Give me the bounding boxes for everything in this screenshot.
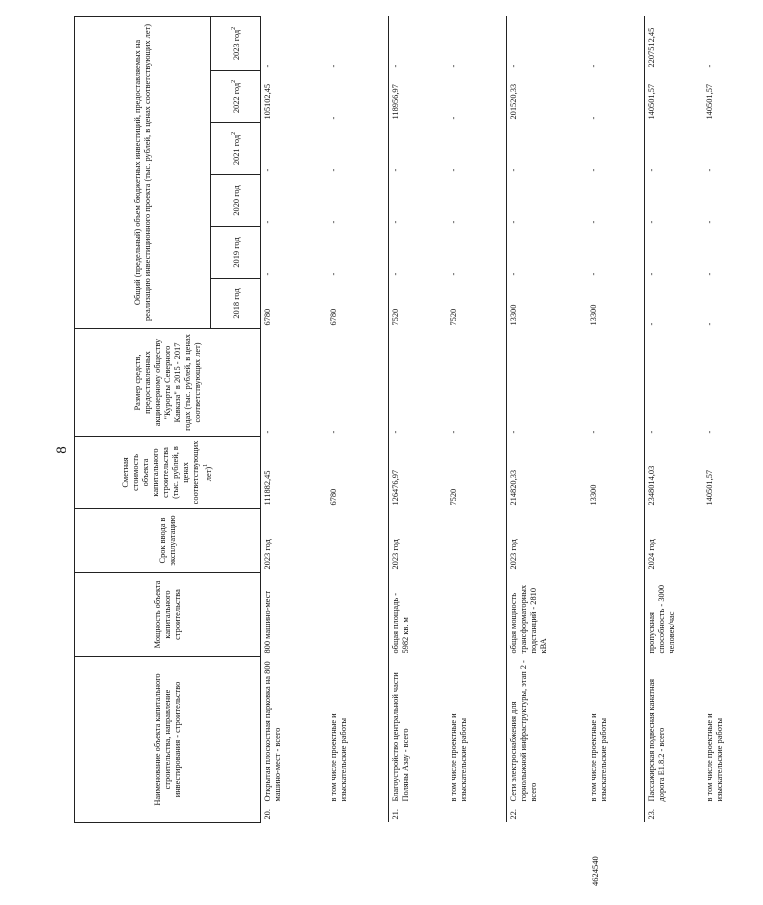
header-year bbox=[211, 16, 261, 70]
provided-funds: - bbox=[507, 329, 587, 437]
header-year-label: 2022 год bbox=[231, 82, 241, 114]
value-2020: - bbox=[448, 220, 458, 224]
table-row bbox=[447, 16, 507, 822]
provided-funds: - bbox=[448, 430, 458, 434]
provided-funds: - bbox=[645, 329, 703, 437]
commissioning-term: 2023 год bbox=[507, 509, 587, 573]
provided-funds: - bbox=[704, 430, 714, 434]
header-year bbox=[211, 123, 261, 175]
value-2023: - bbox=[507, 16, 587, 70]
value-2022: - bbox=[588, 116, 598, 120]
value-2022: - bbox=[448, 116, 458, 120]
value-2018: 7520 bbox=[389, 279, 447, 329]
value-2019: - bbox=[261, 227, 327, 279]
commissioning-term: 2023 год bbox=[261, 509, 327, 573]
value-2019: - bbox=[389, 227, 447, 279]
header-funds: Размер средств, предоставленных акционерному обществу "Курорты Северного Кавказа" в 2015 - 2017 годах (тыс. рублей, в ценах соответствующих лет) bbox=[75, 329, 261, 437]
row-number bbox=[587, 805, 645, 823]
commissioning-term bbox=[447, 509, 507, 573]
estimated-cost: 126476,97 bbox=[389, 437, 447, 509]
object-capacity bbox=[587, 573, 645, 657]
value-2020: - bbox=[588, 220, 598, 224]
value-2020: - bbox=[389, 175, 447, 227]
table-row bbox=[645, 16, 703, 822]
header-year-label: 2021 год bbox=[231, 134, 241, 166]
header-year-label: 2019 год bbox=[231, 237, 241, 268]
provided-funds: - bbox=[588, 430, 598, 434]
investment-table bbox=[74, 16, 763, 823]
value-2018: 6780 bbox=[261, 279, 327, 329]
document-id: 4624540 bbox=[590, 856, 600, 886]
object-capacity bbox=[703, 573, 763, 657]
commissioning-term bbox=[703, 509, 763, 573]
estimated-cost: 13300 bbox=[588, 484, 598, 506]
value-2023: 2207512,45 bbox=[645, 16, 703, 70]
value-2021: - bbox=[507, 123, 587, 175]
value-2018: - bbox=[704, 322, 714, 326]
value-2020: - bbox=[704, 220, 714, 224]
value-2019: - bbox=[448, 272, 458, 276]
object-capacity: общая мощность трансформаторных подстанций - 2810 кВА bbox=[507, 573, 587, 657]
value-2021: - bbox=[328, 168, 338, 172]
header-estimated-cost-text: Сметная стоимость объекта капитального строительства (тыс. рублей, в ценах соответствующих лет) bbox=[121, 440, 213, 505]
commissioning-term bbox=[327, 509, 389, 573]
value-2021: - bbox=[645, 123, 703, 175]
object-capacity bbox=[447, 573, 507, 657]
provided-funds: - bbox=[328, 430, 338, 434]
header-commissioning: Срок ввода в эксплуатацию bbox=[75, 509, 261, 573]
header-year-label: 2020 год bbox=[231, 185, 241, 216]
commissioning-term bbox=[587, 509, 645, 573]
table-row bbox=[327, 16, 389, 822]
estimated-cost: 140501,57 bbox=[704, 469, 714, 506]
value-2021: - bbox=[448, 168, 458, 172]
value-2023: - bbox=[704, 64, 714, 68]
object-name: в том числе проектные и изыскательские работы bbox=[588, 713, 608, 802]
object-capacity bbox=[327, 573, 389, 657]
row-number: 21. bbox=[389, 805, 447, 823]
value-2019: - bbox=[588, 272, 598, 276]
estimated-cost: 214820,33 bbox=[507, 437, 587, 509]
table-row bbox=[261, 16, 327, 822]
provided-funds: - bbox=[261, 329, 327, 437]
row-number: 20. bbox=[261, 805, 327, 823]
value-2022: - bbox=[328, 116, 338, 120]
header-year bbox=[211, 71, 261, 123]
value-2019: - bbox=[645, 227, 703, 279]
value-2022: 201520,33 bbox=[507, 71, 587, 123]
estimated-cost: 2348014,03 bbox=[645, 437, 703, 509]
object-name: Открытая плоскостная парковка на 800 машино-мест - всего bbox=[261, 657, 327, 805]
value-2021: - bbox=[588, 168, 598, 172]
value-2021: - bbox=[261, 123, 327, 175]
value-2023: - bbox=[328, 64, 338, 68]
table-row bbox=[507, 16, 587, 822]
footnote-marker: 1 bbox=[203, 463, 210, 467]
header-name: Наименование объекта капитального строительства, направление инвестирования - строительство bbox=[75, 657, 261, 823]
row-number: 22. bbox=[507, 805, 587, 823]
footnote-marker: 2 bbox=[231, 26, 238, 30]
header-year-label: 2018 год bbox=[231, 288, 241, 319]
header-year bbox=[211, 175, 261, 227]
commissioning-term: 2024 год bbox=[645, 509, 703, 573]
value-2022: 118956,97 bbox=[389, 71, 447, 123]
value-2023: - bbox=[389, 16, 447, 70]
header-year-label: 2023 год bbox=[231, 29, 241, 61]
value-2018: 13300 bbox=[507, 279, 587, 329]
row-number bbox=[447, 805, 507, 823]
value-2019: - bbox=[704, 272, 714, 276]
row-number: 23. bbox=[645, 805, 703, 823]
estimated-cost: 111882,45 bbox=[261, 437, 327, 509]
header-estimated-cost bbox=[75, 437, 261, 509]
object-capacity: пропускная способность - 3000 человек/час bbox=[645, 573, 703, 657]
page-number: 8 bbox=[54, 446, 70, 454]
value-2019: - bbox=[328, 272, 338, 276]
object-capacity: 800 машино-мест bbox=[261, 573, 327, 657]
value-2022: 105102,45 bbox=[261, 71, 327, 123]
value-2020: - bbox=[507, 175, 587, 227]
object-name: в том числе проектные и изыскательские работы bbox=[448, 713, 468, 802]
table-row bbox=[389, 16, 447, 822]
value-2021: - bbox=[389, 123, 447, 175]
footnote-marker: 2 bbox=[231, 131, 238, 135]
header-total-budget: Общий (предельный) объем бюджетных инвестиций, предоставляемых на реализацию инвестиционного проекта (тыс. рублей, в ценах соответствующих лет) bbox=[75, 16, 211, 328]
estimated-cost: 6780 bbox=[328, 488, 338, 506]
value-2022: 140501,57 bbox=[645, 71, 703, 123]
table-row bbox=[587, 16, 645, 822]
value-2019: - bbox=[507, 227, 587, 279]
footnote-marker: 2 bbox=[231, 79, 238, 83]
header-year bbox=[211, 279, 261, 329]
value-2020: - bbox=[328, 220, 338, 224]
value-2020: - bbox=[261, 175, 327, 227]
value-2023: - bbox=[261, 16, 327, 70]
value-2018: 7520 bbox=[448, 308, 458, 326]
table-row bbox=[703, 16, 763, 822]
row-number bbox=[703, 805, 763, 823]
commissioning-term: 2023 год bbox=[389, 509, 447, 573]
provided-funds: - bbox=[389, 329, 447, 437]
value-2018: 6780 bbox=[328, 308, 338, 326]
object-name: Сети электроснабжения для горнолыжной инфраструктуры, этап 2 - всего bbox=[507, 657, 587, 805]
value-2023: - bbox=[448, 64, 458, 68]
estimated-cost: 7520 bbox=[448, 488, 458, 506]
header-capacity: Мощность объекта капитального строительства bbox=[75, 573, 261, 657]
value-2023: - bbox=[588, 64, 598, 68]
row-number bbox=[327, 805, 389, 823]
object-name: Благоустройство центральной части Поляны Азау - всего bbox=[389, 657, 447, 805]
object-name: в том числе проектные и изыскательские работы bbox=[704, 713, 724, 802]
value-2021: - bbox=[704, 168, 714, 172]
object-name: в том числе проектные и изыскательские работы bbox=[328, 713, 348, 802]
object-name: Пассажирская подвесная канатная дорога Е1.8.2 - всего bbox=[645, 657, 703, 805]
value-2018: 13300 bbox=[588, 304, 598, 326]
header-year bbox=[211, 227, 261, 279]
value-2022: 140501,57 bbox=[704, 83, 714, 120]
object-capacity: общая площадь - 5982 кв. м bbox=[389, 573, 447, 657]
value-2018: - bbox=[645, 279, 703, 329]
value-2020: - bbox=[645, 175, 703, 227]
